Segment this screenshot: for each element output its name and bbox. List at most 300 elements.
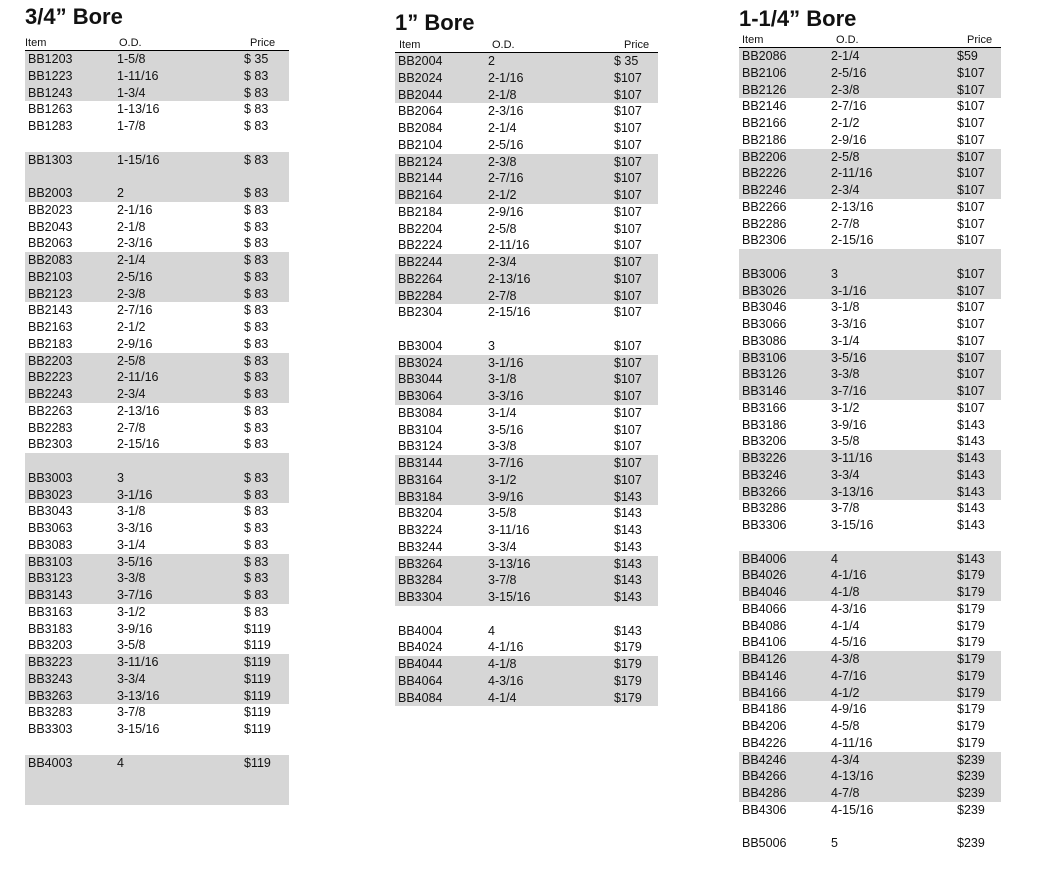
price-cell: $ 83	[244, 504, 269, 519]
od-cell: 3-13/16	[488, 556, 531, 571]
od-cell: 4-1/8	[831, 585, 860, 599]
table-row	[739, 115, 1001, 132]
table-row	[395, 572, 658, 589]
od-cell: 2-7/16	[117, 303, 153, 318]
row-group	[25, 152, 289, 186]
item-cell: BB2243	[28, 387, 73, 401]
row-group	[739, 534, 1001, 551]
price-cell: $107	[957, 350, 985, 365]
table-row	[739, 802, 1001, 819]
item-cell: BB3124	[398, 439, 443, 454]
price-cell: $179	[957, 568, 985, 583]
table-row	[25, 168, 289, 185]
table-row	[395, 254, 658, 271]
item-cell: BB3024	[398, 355, 443, 370]
item-cell: BB1283	[28, 119, 73, 133]
od-cell: 4	[117, 755, 124, 770]
item-cell: BB2183	[28, 336, 73, 351]
table-row	[395, 539, 658, 556]
od-cell: 2-9/16	[117, 336, 153, 351]
price-cell: $107	[614, 238, 642, 253]
price-cell: $119	[244, 621, 271, 636]
price-cell: $107	[957, 99, 985, 114]
row-group	[739, 701, 1001, 751]
item-cell: BB3203	[28, 638, 73, 653]
table-row	[395, 522, 658, 539]
price-cell: $143	[614, 506, 642, 521]
price-header: Price	[624, 39, 650, 51]
row-group	[25, 403, 289, 453]
item-cell: BB2083	[28, 253, 73, 267]
item-cell: BB3146	[742, 384, 787, 398]
price-cell: $ 83	[244, 102, 269, 117]
item-cell: BB2284	[398, 288, 443, 303]
item-cell: BB4126	[742, 652, 787, 666]
item-cell: BB3286	[742, 501, 787, 516]
od-cell: 3-7/16	[831, 384, 867, 398]
row-group	[25, 252, 289, 302]
od-cell: 4-1/8	[488, 657, 517, 671]
item-cell: BB4064	[398, 673, 443, 688]
price-cell: $107	[957, 116, 985, 130]
price-cell: $107	[614, 305, 642, 320]
price-table	[25, 51, 289, 805]
od-cell: 4-3/4	[831, 752, 860, 767]
item-cell: BB2304	[398, 305, 443, 320]
price-cell: $107	[957, 300, 985, 315]
price-table	[395, 53, 658, 706]
table-row	[25, 453, 289, 470]
row-group	[25, 51, 289, 101]
price-cell: $107	[614, 405, 642, 420]
price-cell: $ 83	[244, 470, 269, 485]
od-cell: 2-15/16	[488, 305, 531, 320]
price-cell: $107	[614, 271, 642, 286]
od-cell: 2-1/2	[831, 116, 860, 130]
table-row	[395, 103, 658, 120]
item-cell: BB3084	[398, 405, 443, 420]
od-cell: 2-1/4	[488, 121, 517, 135]
od-cell: 3-1/2	[117, 604, 146, 619]
item-header: Item	[742, 34, 764, 46]
spacer	[25, 738, 289, 755]
price-cell: $179	[957, 585, 985, 599]
price-cell: $143	[614, 556, 642, 571]
od-cell: 3-11/16	[488, 523, 530, 537]
item-cell: BB4266	[742, 769, 787, 784]
od-cell: 2-7/8	[488, 288, 517, 303]
od-cell: 3-15/16	[488, 590, 531, 604]
row-group	[739, 149, 1001, 199]
table-row	[25, 671, 289, 688]
od-cell: 2-5/8	[831, 149, 860, 164]
row-group	[739, 835, 1001, 852]
od-cell: 4-1/2	[831, 685, 860, 700]
od-cell: 3-9/16	[488, 489, 524, 504]
od-cell: 2-5/8	[488, 221, 517, 236]
od-cell: 2-13/16	[831, 199, 874, 214]
od-cell: 2-3/8	[488, 154, 517, 169]
item-cell: BB3003	[28, 470, 73, 485]
od-cell: 2-15/16	[831, 233, 874, 248]
table-row	[739, 216, 1001, 233]
price-cell: $ 83	[244, 219, 269, 234]
od-cell: 3-9/16	[117, 621, 153, 636]
price-cell: $ 83	[244, 236, 269, 251]
od-cell: 2-3/16	[117, 236, 153, 251]
table-row	[395, 154, 658, 171]
table-row	[25, 721, 289, 738]
item-cell: BB1263	[28, 102, 73, 117]
od-cell: 3-3/4	[831, 467, 860, 482]
spacer	[739, 534, 1001, 551]
od-cell: 3-13/16	[831, 484, 874, 499]
od-cell: 3-3/4	[488, 539, 517, 554]
od-cell: 2-5/16	[488, 137, 524, 152]
od-cell: 3-1/16	[117, 487, 153, 502]
table-row	[395, 338, 658, 355]
item-cell: BB3043	[28, 504, 73, 519]
table-row	[25, 219, 289, 236]
item-cell: BB2004	[398, 54, 443, 68]
item-cell: BB3244	[398, 539, 443, 554]
table-row	[739, 283, 1001, 300]
od-cell: 3-1/16	[488, 355, 524, 370]
row-group	[395, 53, 658, 103]
price-cell: $179	[957, 685, 985, 700]
price-cell: $107	[614, 154, 642, 169]
price-cell: $ 83	[244, 487, 269, 502]
price-cell: $143	[957, 467, 985, 482]
spacer	[395, 606, 658, 623]
price-cell: $179	[957, 618, 985, 633]
row-group	[739, 819, 1001, 836]
price-cell: $107	[614, 355, 642, 370]
price-cell: $ 83	[244, 152, 269, 167]
item-cell: BB3066	[742, 317, 787, 331]
price-cell: $ 83	[244, 68, 269, 83]
od-cell: 4-3/8	[831, 652, 860, 666]
price-cell: $179	[614, 640, 642, 655]
table-row	[25, 403, 289, 420]
price-cell: $ 83	[244, 253, 269, 267]
table-row	[739, 366, 1001, 383]
od-cell: 1-13/16	[117, 102, 160, 117]
item-cell: BB2303	[28, 437, 73, 452]
od-cell: 3-9/16	[831, 417, 867, 432]
table-row	[395, 422, 658, 439]
item-cell: BB3103	[28, 554, 73, 569]
item-cell: BB2003	[28, 186, 73, 200]
row-group	[25, 101, 289, 135]
item-cell: BB3044	[398, 372, 443, 387]
price-cell: $143	[614, 623, 642, 638]
item-cell: BB2043	[28, 219, 73, 234]
row-group	[395, 103, 658, 153]
price-cell: $107	[957, 400, 985, 415]
od-cell: 2-9/16	[488, 204, 524, 219]
table-row	[739, 835, 1001, 852]
price-cell: $107	[614, 221, 642, 236]
od-cell: 3-7/16	[488, 456, 524, 470]
table-row	[25, 420, 289, 437]
price-cell: $143	[614, 590, 642, 604]
item-cell: BB3064	[398, 389, 443, 403]
item-cell: BB3266	[742, 484, 787, 499]
table-row	[395, 405, 658, 422]
spacer	[25, 135, 289, 152]
od-cell: 3-3/8	[488, 439, 517, 454]
price-cell: $107	[614, 87, 642, 102]
od-cell: 3-1/16	[831, 283, 867, 298]
table-row	[395, 271, 658, 288]
od-cell: 3-5/16	[831, 350, 867, 365]
item-cell: BB4004	[398, 623, 443, 638]
item-header: Item	[25, 37, 47, 49]
table-row	[395, 237, 658, 254]
item-cell: BB3166	[742, 400, 787, 415]
price-cell: $107	[614, 171, 642, 186]
od-cell: 3	[831, 266, 838, 281]
od-cell: 1-5/8	[117, 52, 146, 66]
price-cell: $107	[957, 199, 985, 214]
od-cell: 3	[117, 470, 124, 485]
item-cell: BB2244	[398, 255, 443, 269]
item-cell: BB1303	[28, 152, 73, 167]
price-cell: $ 83	[244, 186, 269, 200]
table-row	[739, 567, 1001, 584]
row-group	[739, 450, 1001, 500]
row-group	[25, 185, 289, 202]
table-row	[395, 187, 658, 204]
od-cell: 3-1/8	[117, 504, 146, 519]
table-row	[25, 637, 289, 654]
price-cell: $ 83	[244, 437, 269, 452]
table-row	[395, 589, 658, 606]
table-row	[25, 503, 289, 520]
price-cell: $143	[957, 484, 985, 499]
table-row	[739, 350, 1001, 367]
price-cell: $143	[957, 501, 985, 516]
table-row	[395, 204, 658, 221]
table-row	[25, 302, 289, 319]
table-row	[25, 68, 289, 85]
item-cell: BB2206	[742, 149, 787, 164]
item-cell: BB3224	[398, 523, 443, 537]
table-row	[25, 520, 289, 537]
price-cell: $179	[957, 668, 985, 683]
od-cell: 3-3/16	[117, 521, 153, 535]
item-cell: BB4086	[742, 618, 787, 633]
price-cell: $ 83	[244, 420, 269, 435]
row-group	[739, 199, 1001, 249]
item-cell: BB3264	[398, 556, 443, 571]
od-cell: 2-1/8	[488, 87, 517, 102]
od-cell: 2-15/16	[117, 437, 160, 452]
table-row	[739, 417, 1001, 434]
item-cell: BB3243	[28, 671, 73, 686]
od-cell: 2-1/16	[117, 202, 153, 217]
item-cell: BB4003	[28, 755, 73, 770]
table-row	[395, 87, 658, 104]
table-row	[25, 436, 289, 453]
item-cell: BB3226	[742, 451, 787, 465]
od-cell: 3-5/8	[831, 434, 860, 449]
table-row	[25, 235, 289, 252]
table-row	[739, 165, 1001, 182]
table-row	[739, 249, 1001, 266]
od-cell: 2-13/16	[117, 403, 160, 418]
od-cell: 2-7/8	[831, 216, 860, 231]
row-group	[395, 623, 658, 657]
item-cell: BB4046	[742, 585, 787, 599]
table-row	[25, 353, 289, 370]
table-row	[739, 634, 1001, 651]
price-cell: $ 83	[244, 571, 269, 586]
table-row	[25, 487, 289, 504]
table-row	[25, 85, 289, 102]
price-cell: $119	[244, 638, 271, 653]
table-row	[739, 333, 1001, 350]
item-cell: BB3086	[742, 333, 787, 348]
table-row	[739, 785, 1001, 802]
od-cell: 3-13/16	[117, 688, 160, 703]
item-cell: BB2226	[742, 166, 787, 181]
section-title: 1-1/4” Bore	[739, 6, 857, 31]
item-cell: BB2103	[28, 269, 73, 284]
item-cell: BB2023	[28, 202, 73, 217]
spacer	[739, 819, 1001, 836]
item-cell: BB3246	[742, 467, 787, 482]
item-cell: BB2104	[398, 137, 443, 152]
item-cell: BB4206	[742, 719, 787, 733]
price-cell: $107	[957, 283, 985, 298]
table-row	[395, 556, 658, 573]
item-cell: BB2286	[742, 216, 787, 231]
table-row	[395, 170, 658, 187]
row-group	[25, 202, 289, 252]
item-cell: BB3204	[398, 506, 443, 521]
item-cell: BB4026	[742, 568, 787, 583]
od-cell: 2-9/16	[831, 132, 867, 147]
price-cell: $179	[614, 657, 642, 671]
price-cell: $107	[614, 422, 642, 437]
price-cell: $107	[957, 216, 985, 231]
od-cell: 2-3/4	[488, 255, 517, 269]
od-cell: 3-1/4	[831, 333, 860, 348]
price-cell: $ 83	[244, 387, 269, 401]
od-cell: 2-1/2	[488, 188, 517, 202]
table-row	[739, 232, 1001, 249]
price-cell: $143	[957, 518, 985, 532]
row-group	[25, 453, 289, 503]
table-row	[25, 604, 289, 621]
table-row	[739, 299, 1001, 316]
table-row	[25, 537, 289, 554]
table-row	[25, 51, 289, 68]
od-cell: 3-11/16	[117, 655, 159, 669]
table-row	[739, 584, 1001, 601]
column-header-row	[25, 37, 289, 51]
table-row	[25, 688, 289, 705]
price-cell: $179	[957, 735, 985, 750]
od-cell: 4-1/16	[488, 640, 524, 655]
section-title: 3/4” Bore	[25, 4, 123, 29]
table-row	[25, 101, 289, 118]
table-row	[25, 185, 289, 202]
row-group	[739, 500, 1001, 534]
od-cell: 3-5/16	[117, 554, 153, 569]
table-row	[25, 771, 289, 788]
table-row	[25, 118, 289, 135]
row-group	[739, 98, 1001, 148]
od-cell: 2-1/2	[117, 320, 146, 334]
row-group	[739, 299, 1001, 349]
column-header-row	[395, 39, 658, 53]
item-cell: BB2063	[28, 236, 73, 251]
item-cell: BB2163	[28, 320, 73, 334]
od-cell: 2-1/16	[488, 70, 524, 85]
table-row	[739, 400, 1001, 417]
item-cell: BB3026	[742, 283, 787, 298]
price-cell: $107	[957, 367, 985, 382]
table-row	[25, 755, 289, 772]
table-row	[739, 618, 1001, 635]
item-cell: BB3063	[28, 521, 73, 535]
table-row	[395, 288, 658, 305]
row-group	[395, 154, 658, 204]
od-cell: 3-11/16	[831, 451, 873, 465]
table-row	[739, 65, 1001, 82]
row-group	[739, 350, 1001, 400]
price-cell: $107	[614, 439, 642, 454]
price-cell: $ 83	[244, 403, 269, 418]
od-cell: 3-3/8	[117, 571, 146, 586]
row-group	[25, 353, 289, 403]
row-group	[25, 704, 289, 738]
price-cell: $119	[244, 722, 271, 736]
item-cell: BB3023	[28, 487, 73, 502]
item-cell: BB2143	[28, 303, 73, 318]
table-row	[739, 601, 1001, 618]
item-cell: BB3223	[28, 655, 73, 669]
od-cell: 2-11/16	[488, 238, 530, 253]
od-cell: 3-1/2	[831, 400, 860, 415]
od-cell: 2-13/16	[488, 271, 531, 286]
item-cell: BB2184	[398, 204, 443, 219]
item-cell: BB3183	[28, 621, 73, 636]
row-group	[395, 304, 658, 321]
row-group	[25, 755, 289, 805]
price-cell: $ 35	[614, 54, 639, 68]
table-row	[395, 489, 658, 506]
row-group	[25, 654, 289, 704]
table-row	[739, 467, 1001, 484]
item-cell: BB2124	[398, 154, 443, 169]
table-row	[739, 383, 1001, 400]
od-cell: 2	[488, 54, 495, 68]
price-cell: $107	[957, 166, 985, 181]
table-row	[395, 120, 658, 137]
item-cell: BB5006	[742, 836, 787, 851]
item-cell: BB4024	[398, 640, 443, 655]
table-row	[395, 53, 658, 70]
row-group	[395, 656, 658, 706]
row-group	[739, 802, 1001, 819]
table-row	[25, 554, 289, 571]
item-cell: BB3186	[742, 417, 787, 432]
table-row	[739, 433, 1001, 450]
